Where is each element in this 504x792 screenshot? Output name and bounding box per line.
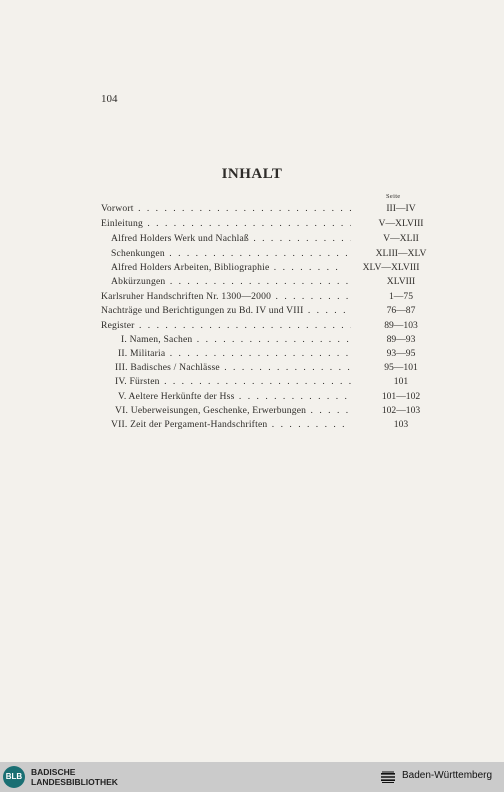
toc-entry [118,347,430,361]
footer-bar [0,762,504,792]
toc-entry-page: 76—87 [351,304,451,318]
page-number: 104 [101,93,118,105]
toc-entry-label: Karlsruher Handschriften Nr. 1300—2000 . . . [101,290,430,304]
toc-entry-page: V—XLII [351,232,451,246]
toc-entry-page: 95—101 [351,361,451,375]
blb-logo[interactable]: BLB [3,766,25,788]
toc-entry-label: Schenkungen . . . [111,247,430,261]
library-name-line2: LANDESBIBLIOTHEK [31,777,118,787]
toc-entry [115,404,430,418]
toc-entry-label: II. Militaria . . . [118,347,430,361]
toc-entry-label: Abkürzungen . . . [111,275,430,289]
toc-entry [101,202,430,216]
toc-entry-label: IV. Fürsten . . . [115,375,430,389]
toc-entry-label: Alfred Holders Werk und Nachlaß . . . [111,232,430,246]
toc-entry-page: 102—103 [351,404,451,418]
toc-entry [111,418,430,432]
toc-entry-page: XLVIII [351,275,451,289]
toc-entry-label: Vorwort . . . [101,202,430,216]
toc-entry [101,217,430,231]
state-name[interactable]: Baden-Württemberg [402,770,493,781]
toc-entry [111,247,430,261]
toc-entry-page: 93—95 [351,347,451,361]
toc-entry [115,375,430,389]
column-header-seite: Seite [386,193,401,200]
toc-entry [118,390,430,404]
toc-entry [101,304,430,318]
toc-entry-label: VII. Zeit der Pergament-Handschriften . . . [111,418,430,432]
toc-entry-label: V. Aeltere Herkünfte der Hss . . . [118,390,430,404]
toc-entry [111,275,430,289]
toc-entry-label: Register . . . [101,319,430,333]
toc-entry-page: III—IV [351,202,451,216]
toc-entry [111,261,430,275]
toc-entry-page: XLV—XLVIII [341,261,441,275]
toc-entry-page: 101—102 [351,390,451,404]
toc-entry [101,319,430,333]
toc-entry-page: 101 [351,375,451,389]
toc-entry-page: 89—93 [351,333,451,347]
toc-entry-page: V—XLVIII [351,217,451,231]
toc-entry-label: Alfred Holders Arbeiten, Bibliographie . . . [111,261,430,275]
library-name-line1: BADISCHE [31,767,76,777]
toc-entry-page: 89—103 [351,319,451,333]
toc-entry [121,333,430,347]
toc-entry-label: Nachträge und Berichtigungen zu Bd. IV und VIII . . . [101,304,430,318]
toc-entry [111,232,430,246]
toc-entry-page: 1—75 [351,290,451,304]
library-name[interactable] [31,767,118,787]
page-title: INHALT [221,166,283,182]
toc-entry-label: III. Badisches / Nachlässe . . . [115,361,430,375]
toc-entry [115,361,430,375]
toc-entry-label: I. Namen, Sachen . . . [121,333,430,347]
toc-entry-page: XLIII—XLV [351,247,451,261]
toc-entry-label: Einleitung . . . [101,217,430,231]
toc-entry-page: 103 [351,418,451,432]
baden-wuerttemberg-lions-icon [380,770,396,784]
toc-entry-label: VI. Ueberweisungen, Geschenke, Erwerbungen . . . [115,404,430,418]
toc-entry [101,290,430,304]
